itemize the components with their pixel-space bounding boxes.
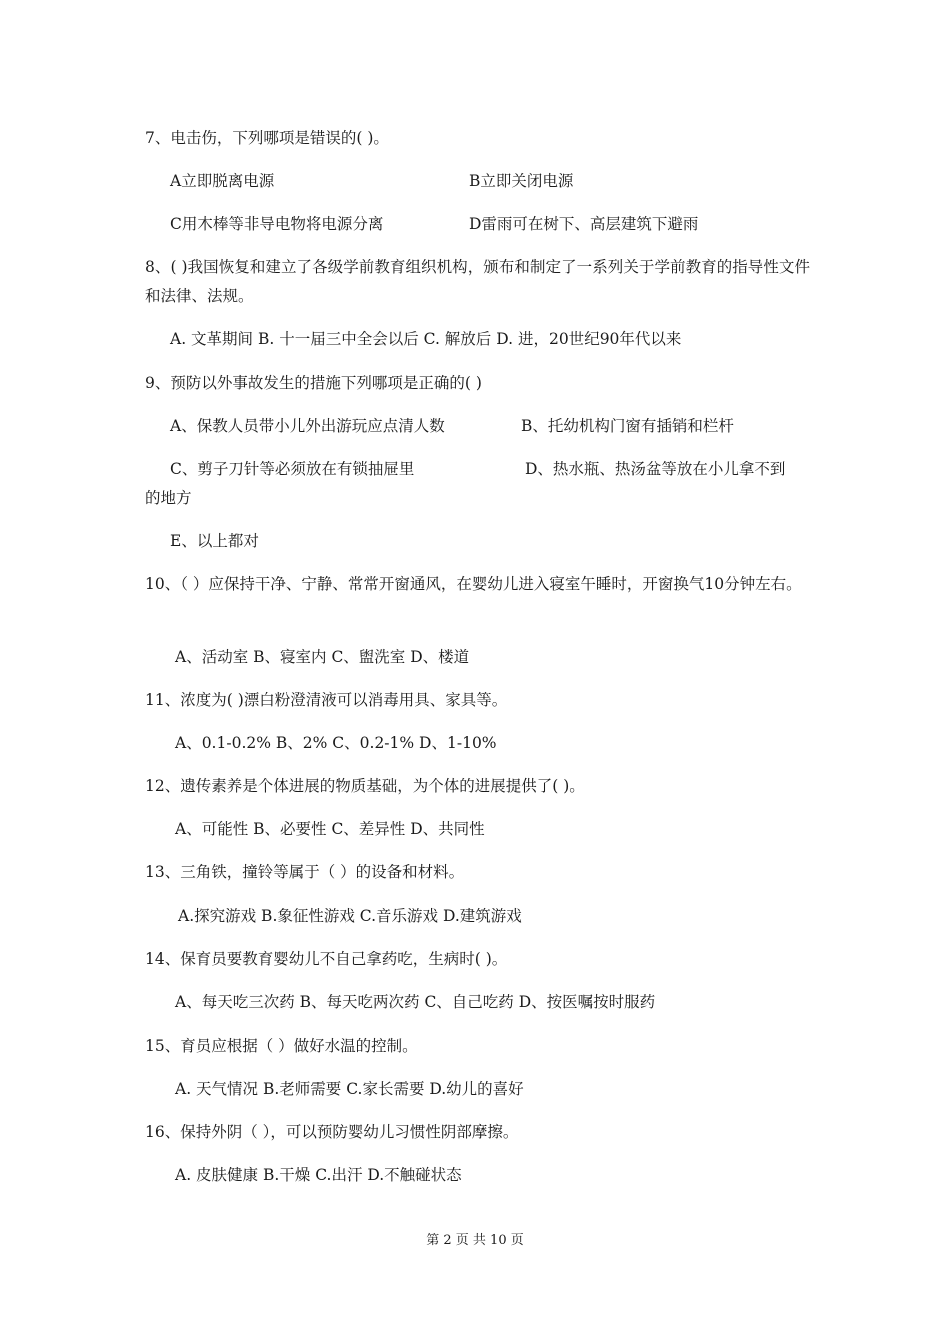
- question-9-option-d: D、热水瓶、热汤盆等放在小儿拿不到: [525, 460, 786, 478]
- question-7-option-b: B立即关闭电源: [469, 172, 574, 190]
- question-7-stem: 7、电击伤，下列哪项是错误的( )。: [145, 129, 389, 147]
- question-10-options: A、活动室 B、寝室内 C、盥洗室 D、楼道: [175, 648, 470, 666]
- question-10-stem: 10、（ ）应保持干净、宁静、常常开窗通风，在婴幼儿进入寝室午睡时，开窗换气10分钟左右。: [145, 575, 802, 593]
- question-13-stem: 13、三角铁，撞铃等属于（ ）的设备和材料。: [145, 863, 465, 881]
- page-number-footer: 第 2 页 共 10 页: [426, 1233, 524, 1248]
- question-14-stem: 14、保育员要教育婴幼儿不自己拿药吃，生病时( )。: [145, 950, 508, 968]
- question-9-option-e: E、以上都对: [170, 532, 259, 550]
- question-14-options: A、每天吃三次药 B、每天吃两次药 C、自己吃药 D、按医嘱按时服药: [175, 993, 656, 1011]
- question-16-options: A. 皮肤健康 B.干燥 C.出汗 D.不触碰状态: [175, 1166, 462, 1184]
- question-11-options: A、0.1-0.2% B、2% C、0.2-1% D、1-10%: [175, 734, 497, 752]
- question-11-stem: 11、浓度为( )漂白粉澄清液可以消毒用具、家具等。: [145, 691, 508, 709]
- question-8-stem: 8、( )我国恢复和建立了各级学前教育组织机构，颁布和制定了一系列关于学前教育的指导性文件和法律、法规。: [145, 258, 810, 305]
- question-12-options: A、可能性 B、必要性 C、差异性 D、共同性: [175, 820, 485, 838]
- question-7-option-d: D雷雨可在树下、高层建筑下避雨: [469, 215, 699, 233]
- question-9-option-c: C、剪子刀针等必须放在有锁抽屉里: [170, 460, 415, 478]
- question-15-options: A. 天气情况 B.老师需要 C.家长需要 D.幼儿的喜好: [175, 1080, 524, 1098]
- question-9-option-a: A、保教人员带小儿外出游玩应点清人数: [170, 417, 445, 435]
- question-7-option-c: C用木棒等非导电物将电源分离: [170, 215, 384, 233]
- question-9-option-d-continued: 的地方: [145, 489, 192, 507]
- question-7-option-a: A立即脱离电源: [170, 172, 275, 190]
- question-8-options: A. 文革期间 B. 十一届三中全会以后 C. 解放后 D. 进，20世纪90年代以来: [170, 330, 682, 348]
- question-12-stem: 12、遗传素养是个体进展的物质基础，为个体的进展提供了( )。: [145, 777, 585, 795]
- question-16-stem: 16、保持外阴（ ），可以预防婴幼儿习惯性阴部摩擦。: [145, 1123, 519, 1141]
- question-9-stem: 9、预防以外事故发生的措施下列哪项是正确的( ): [145, 374, 482, 392]
- question-9-option-b: B、托幼机构门窗有插销和栏杆: [521, 417, 734, 435]
- question-13-options: A.探究游戏 B.象征性游戏 C.音乐游戏 D.建筑游戏: [178, 907, 522, 925]
- question-15-stem: 15、育员应根据（ ）做好水温的控制。: [145, 1037, 418, 1055]
